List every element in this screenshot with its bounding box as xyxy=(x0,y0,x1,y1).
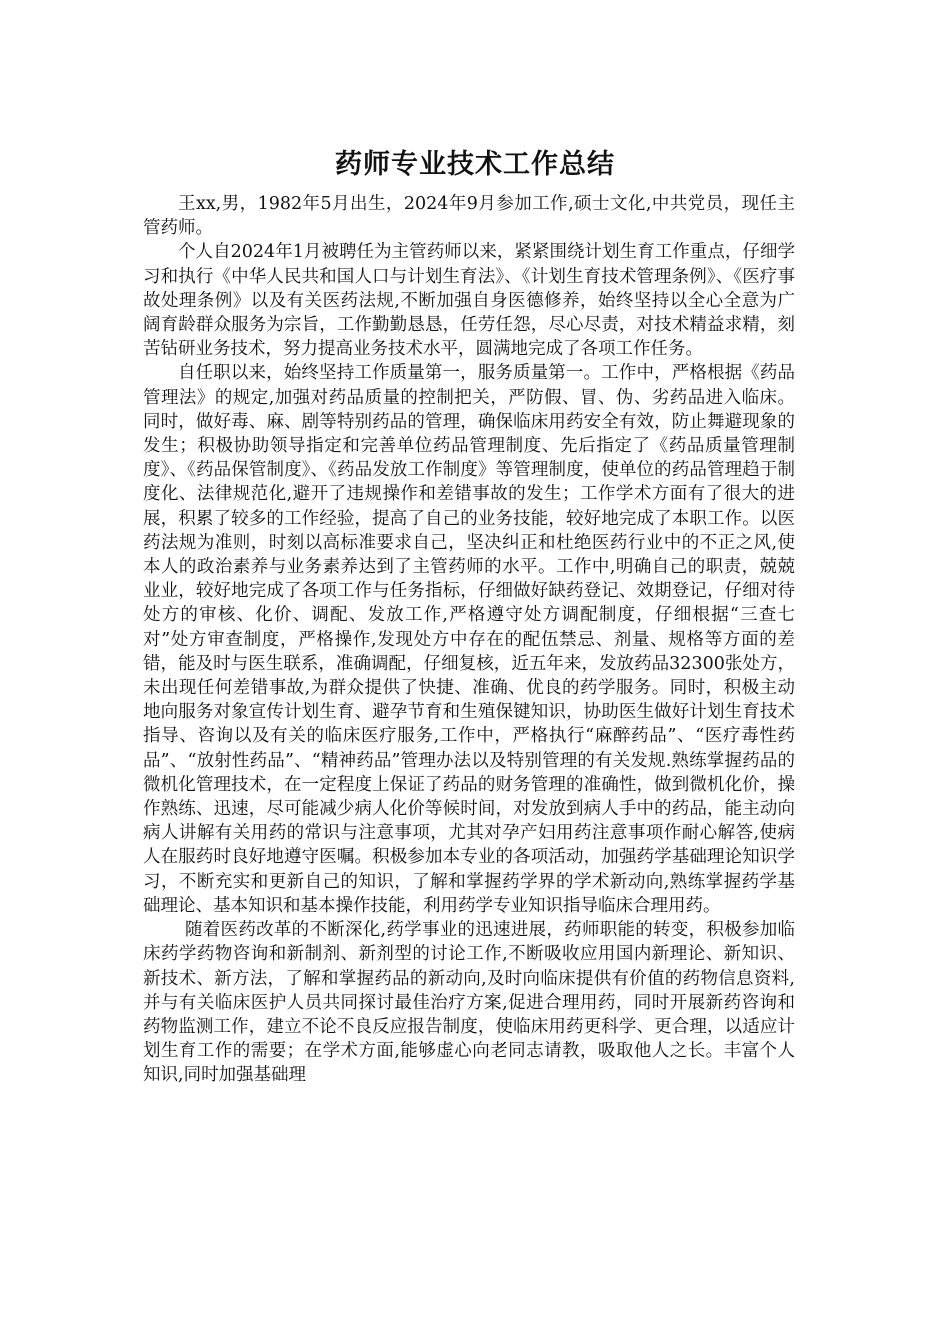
paragraph-pharmacy-reform: 随着医药改革的不断深化,药学事业的迅速进展，药师职能的转变，积极参加临床药学药物咨询和新制剂、新剂型的讨论工作,不断吸收应用国内新理论、新知识、新技术、新方法，了解和掌握药品的新动向,及时向临床提供有价值的药物信息资料,并与有关临床医护人员共同探讨最佳治疗方案,促进合理用药，同时开展新药咨询和药物监测工作，建立不论不良反应报告制度，使临床用药更科学、更合理，以适应计划生育工作的需要；在学术方面,能够虚心向老同志请教，吸取他人之长。丰富个人知识,同时加强基础理 xyxy=(143,920,795,1086)
paragraph-personal-info: 王xx,男，1982年5月出生，2024年9月参加工作,硕士文化,中共党员，现任主管药师。 xyxy=(143,194,795,239)
paragraph-work-quality: 自任职以来，始终坚持工作质量第一，服务质量第一。工作中，严格根据《药品管理法》的规定,加强对药品质量的控制把关，严防假、冒、伪、劣药品进入临床。同时，做好毒、麻、剧等特别药品的管理，确保临床用药安全有效，防止舞避现象的发生；积极协助领导指定和完善单位药品管理制度、先后指定了《药品质量管理制度》、《药品保管制度》、《药品发放工作制度》等管理制度，使单位的药品管理趋于制度化、法律规范化,避开了违规操作和差错事故的发生；工作学术方面有了很大的进展，积累了较多的工作经验，提高了自己的业务技能，较好地完成了本职工作。以医药法规为准则，时刻以高标准要求自己，坚决纠正和杜绝医药行业中的不正之风,使本人的政治素养与业务素养达到了主管药师的水平。工作中,明确自己的职责，兢兢业业，较好地完成了各项工作与任务指标，仔细做好缺药登记、效期登记，仔细对待处方的审核、化价、调配、发放工作,严格遵守处方调配制度，仔细根据“三查七对”处方审查制度，严格操作,发现处方中存在的配伍禁忌、剂量、规格等方面的差错，能及时与医生联系，准确调配，仔细复核，近五年来，发放药品32300张处方，未出现任何差错事故,为群众提供了快捷、准确、优良的药学服务。同时，积极主动地向服务对象宣传计划生育、避孕节育和生殖保键知识，协助医生做好计划生育技术指导、咨询以及有关的临床医疗服务,工作中，严格执行“麻醉药品”、“医疗毒性药品”、“放射性药品”、“精神药品”管理办法以及特别管理的有关发规.熟练掌握药品的微机化管理技术，在一定程度上保证了药品的财务管理的准确性，做到微机化价，操作熟练、迅速，尽可能减少病人化价等候时间，对发放到病人手中的药品，能主动向病人讲解有关用药的常识与注意事项，尤其对孕产妇用药注意事项作耐心解答,使病人在服药时良好地遵守医嘱。积极参加本专业的各项活动，加强药学基础理论知识学习，不断充实和更新自己的知识，了解和掌握药学界的学术新动向,熟练掌握药学基础理论、基本知识和基本操作技能，利用药学专业知识指导临床合理用药。 xyxy=(143,363,795,916)
document-body xyxy=(143,192,795,1088)
paragraph-appointment: 个人自2024年1月被聘任为主管药师以来，紧紧围绕计划生育工作重点，仔细学习和执行《中华人民共和国人口与计划生育法》、《计划生育技术管理条例》、《医疗事故处理条例》以及有关医药法规,不断加强自身医德修养，始终坚持以全心全意为广阔育龄群众服务为宗旨，工作勤勤恳恳，任劳任怨，尽心尽责，对技术精益求精，刻苦钻研业务技术，努力提高业务技术水平，圆满地完成了各项工作任务。 xyxy=(143,242,795,360)
document-title: 药师专业技术工作总结 xyxy=(335,149,615,180)
